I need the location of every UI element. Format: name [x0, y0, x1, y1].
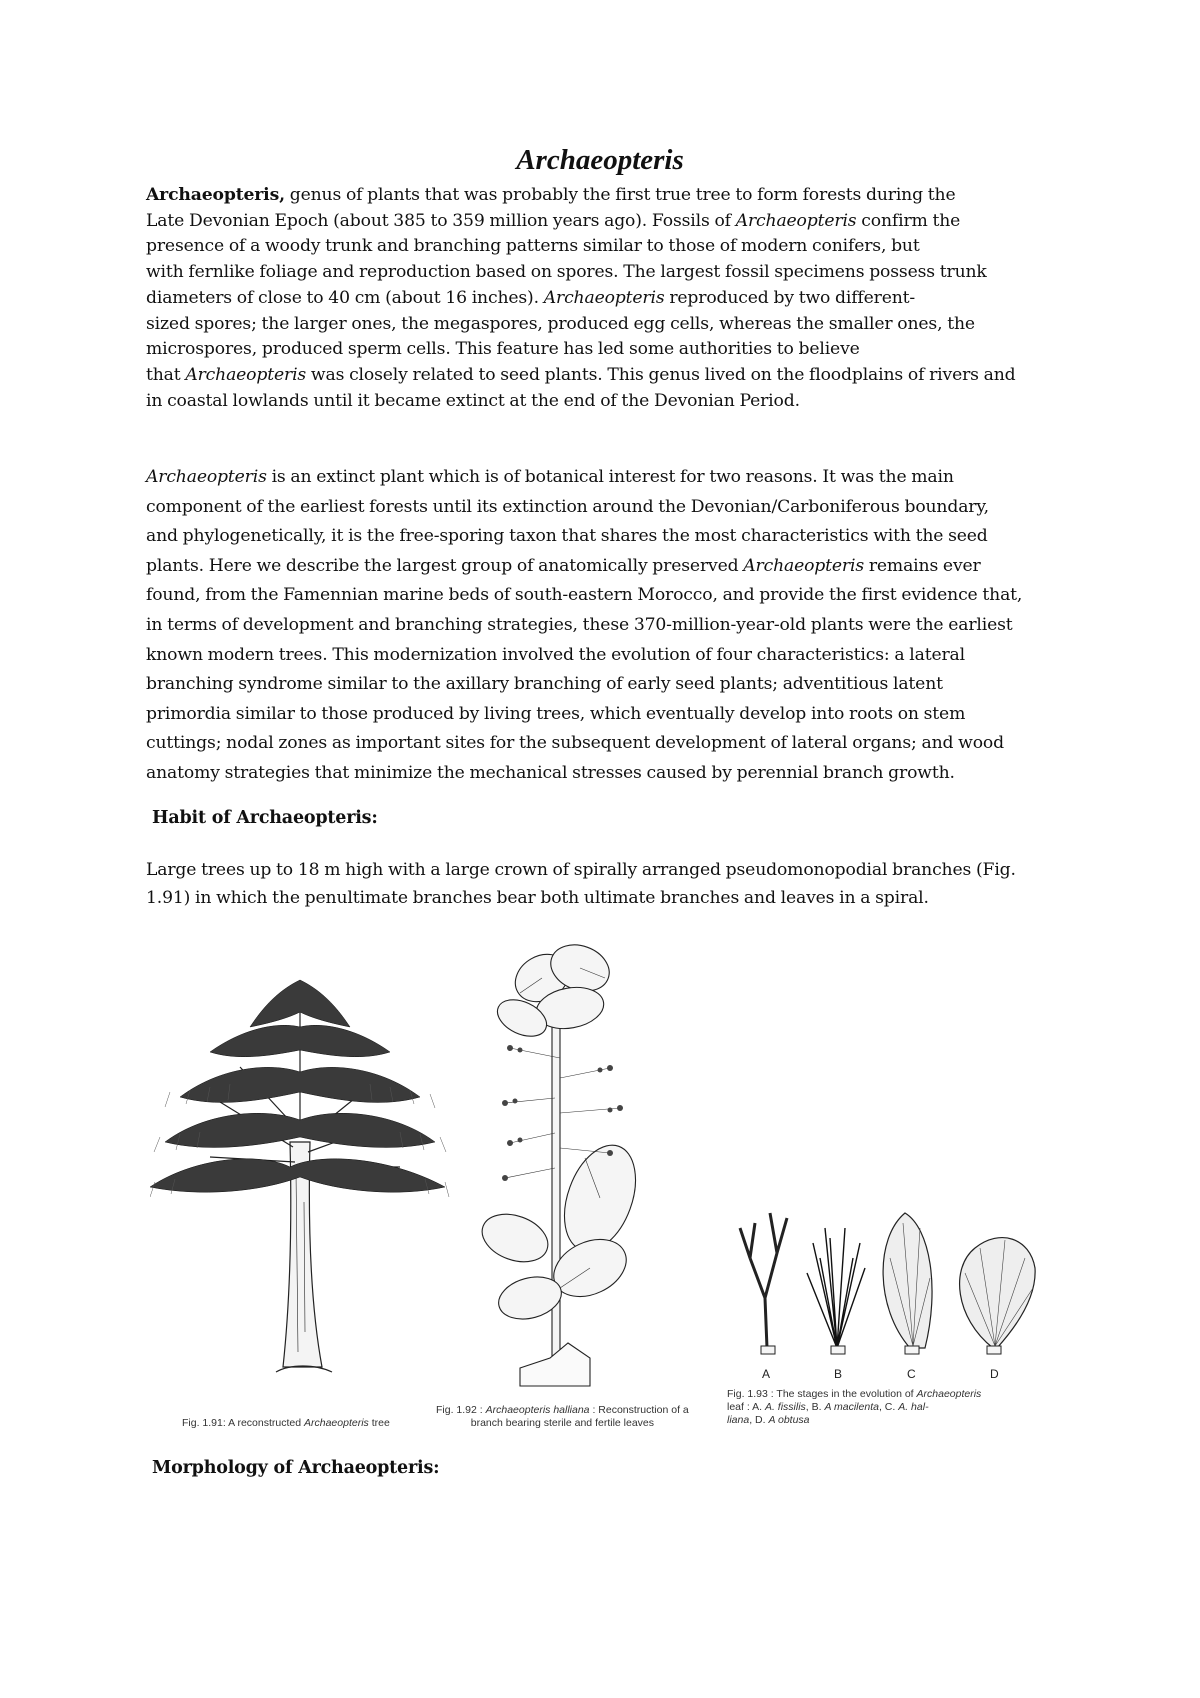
- para2-line: known modern trees. This modernization involved the evolution of four characteristics: a lateral: [146, 644, 965, 665]
- heading-morphology: Morphology of Archaeopteris:: [152, 1458, 440, 1478]
- leaf-label-d: D: [990, 1367, 999, 1381]
- caption-fig-193-line1: Fig. 1.93 : The stages in the evolution of Archaeopteris: [727, 1388, 982, 1400]
- figure-reconstructed-tree: [150, 972, 450, 1412]
- para2-line: and phylogenetically, it is the free-sporing taxon that shares the most characteristics with the seed: [146, 526, 988, 547]
- leaf-label-b: B: [834, 1367, 843, 1381]
- para2-line: plants. Here we describe the largest group of anatomically preserved Archaeopteris remains ever: [146, 555, 981, 576]
- para1-line: Archaeopteris, genus of plants that was probably the first true tree to form forests during the: [146, 185, 956, 205]
- para1-line: diameters of close to 40 cm (about 16 inches). Archaeopteris reproduced by two different-: [146, 287, 916, 308]
- para1-line: in coastal lowlands until it became extinct at the end of the Devonian Period.: [146, 390, 800, 411]
- page-title: Archaeopteris: [516, 144, 684, 176]
- figure-leaf-labels: [725, 1365, 1045, 1383]
- caption-fig-191: Fig. 1.91: A reconstructed Archaeopteris tree: [182, 1417, 390, 1429]
- caption-fig-192-line2: branch bearing sterile and fertile leaves: [470, 1417, 655, 1429]
- leaf-label-c: C: [907, 1367, 916, 1381]
- para3-line: Large trees up to 18 m high with a large crown of spirally arranged pseudomonopodial branches (Fig.: [146, 860, 1016, 880]
- para2-line: primordia similar to those produced by living trees, which eventually develop into roots on stem: [146, 703, 966, 724]
- intro-paragraph: [146, 183, 1076, 414]
- caption-fig-193-line3: liana, D. A obtusa: [727, 1414, 810, 1426]
- para2-line: anatomy strategies that minimize the mechanical stresses caused by perennial branch growth.: [146, 762, 955, 783]
- para1-line: that Archaeopteris was closely related to seed plants. This genus lived on the floodplains of rivers and: [146, 364, 1016, 385]
- para2-line: in terms of development and branching strategies, these 370-million-year-old plants were the earliest: [146, 614, 1013, 635]
- para2-line: branching syndrome similar to the axillary branching of early seed plants; adventitious latent: [146, 674, 943, 695]
- para1-line: sized spores; the larger ones, the megaspores, produced egg cells, whereas the smaller ones, the: [146, 313, 975, 334]
- caption-fig-192-line1: Fig. 1.92 : Archaeopteris halliana : Reconstruction of a: [436, 1404, 689, 1416]
- para1-line: Late Devonian Epoch (about 385 to 359 million years ago). Fossils of Archaeopteris confirm the: [146, 210, 961, 231]
- para2-line: component of the earliest forests until its extinction around the Devonian/Carboniferous boundary,: [146, 496, 989, 517]
- leaf-label-a: A: [762, 1367, 771, 1381]
- para2-line: Archaeopteris is an extinct plant which is of botanical interest for two reasons. It was the main: [146, 467, 954, 487]
- para2-line: found, from the Famennian marine beds of south-eastern Morocco, and provide the first evidence that,: [146, 585, 1023, 606]
- para1-line: with fernlike foliage and reproduction based on spores. The largest fossil specimens possess trunk: [146, 262, 987, 283]
- caption-fig-192: [436, 1404, 689, 1430]
- para1-line: microspores, produced sperm cells. This feature has led some authorities to believe: [146, 339, 860, 360]
- abstract-paragraph: [146, 463, 1076, 789]
- figure-branch-reconstruction: [480, 938, 650, 1390]
- habit-paragraph: [146, 857, 1076, 912]
- caption-fig-193-line2: leaf : A. A. fissilis, B. A macilenta, C. A. hal-: [727, 1401, 929, 1413]
- para1-line: presence of a woody trunk and branching patterns similar to those of modern conifers, but: [146, 236, 920, 257]
- para3-line: 1.91) in which the penultimate branches bear both ultimate branches and leaves in a spiral.: [146, 887, 929, 908]
- figure-leaf-evolution: [725, 1198, 1045, 1368]
- heading-habit: Habit of Archaeopteris:: [152, 808, 378, 828]
- para2-line: cuttings; nodal zones as important sites for the subsequent development of lateral organs; and wood: [146, 733, 1004, 754]
- caption-fig-193: [727, 1388, 981, 1427]
